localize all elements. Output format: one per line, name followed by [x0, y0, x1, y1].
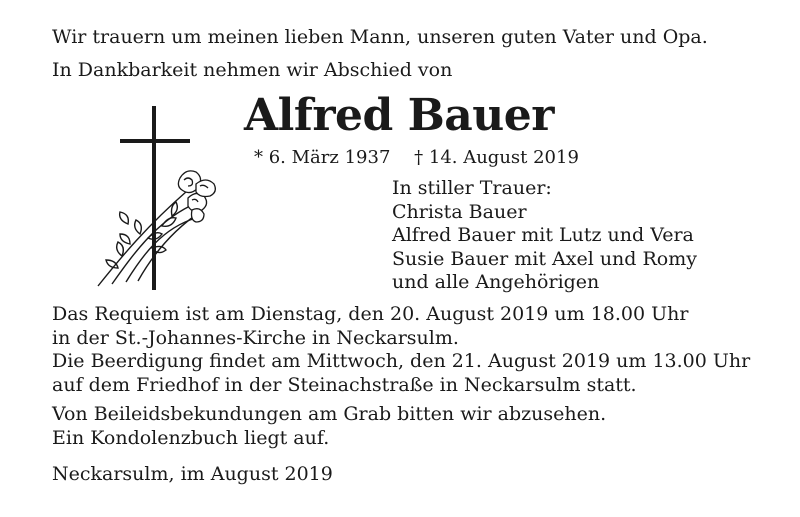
- cross-with-roses-icon: [92, 106, 222, 290]
- mourner-name: Christa Bauer: [392, 200, 527, 223]
- deceased-name-text: Alfred Bauer: [244, 90, 554, 141]
- intro-line-1: Wir trauern um meinen lieben Mann, unseren guten Vater und Opa.: [52, 26, 708, 48]
- ceremony-line: Die Beerdigung findet am Mittwoch, den 21. August 2019 um 13.00 Uhr: [52, 350, 751, 372]
- note-line: Ein Kondolenzbuch liegt auf.: [52, 426, 330, 449]
- intro-line-2: In Dankbarkeit nehmen wir Abschied von: [52, 59, 453, 81]
- ceremony-details: [52, 303, 750, 397]
- ceremony-line: Das Requiem ist am Dienstag, den 20. August 2019 um 18.00 Uhr: [52, 303, 689, 325]
- place-date: Neckarsulm, im August 2019: [52, 463, 333, 485]
- life-dates: [254, 146, 579, 170]
- ceremony-line: in der St.-Johannes-Kirche in Neckarsulm.: [52, 326, 459, 349]
- mourner-name: Susie Bauer mit Axel und Romy: [392, 247, 697, 270]
- death-date: † 14. August 2019: [414, 147, 579, 168]
- mourner-name: und alle Angehörigen: [392, 271, 600, 293]
- notes: [52, 403, 606, 450]
- mourners-heading: In stiller Trauer:: [392, 177, 552, 199]
- mourners-list: [392, 177, 697, 295]
- birth-date: * 6. März 1937: [254, 147, 391, 168]
- ceremony-line: auf dem Friedhof in der Steinachstraße in Neckarsulm statt.: [52, 373, 637, 396]
- mourner-name: Alfred Bauer mit Lutz und Vera: [392, 224, 694, 246]
- note-line: Von Beileidsbekundungen am Grab bitten wir abzusehen.: [52, 403, 607, 425]
